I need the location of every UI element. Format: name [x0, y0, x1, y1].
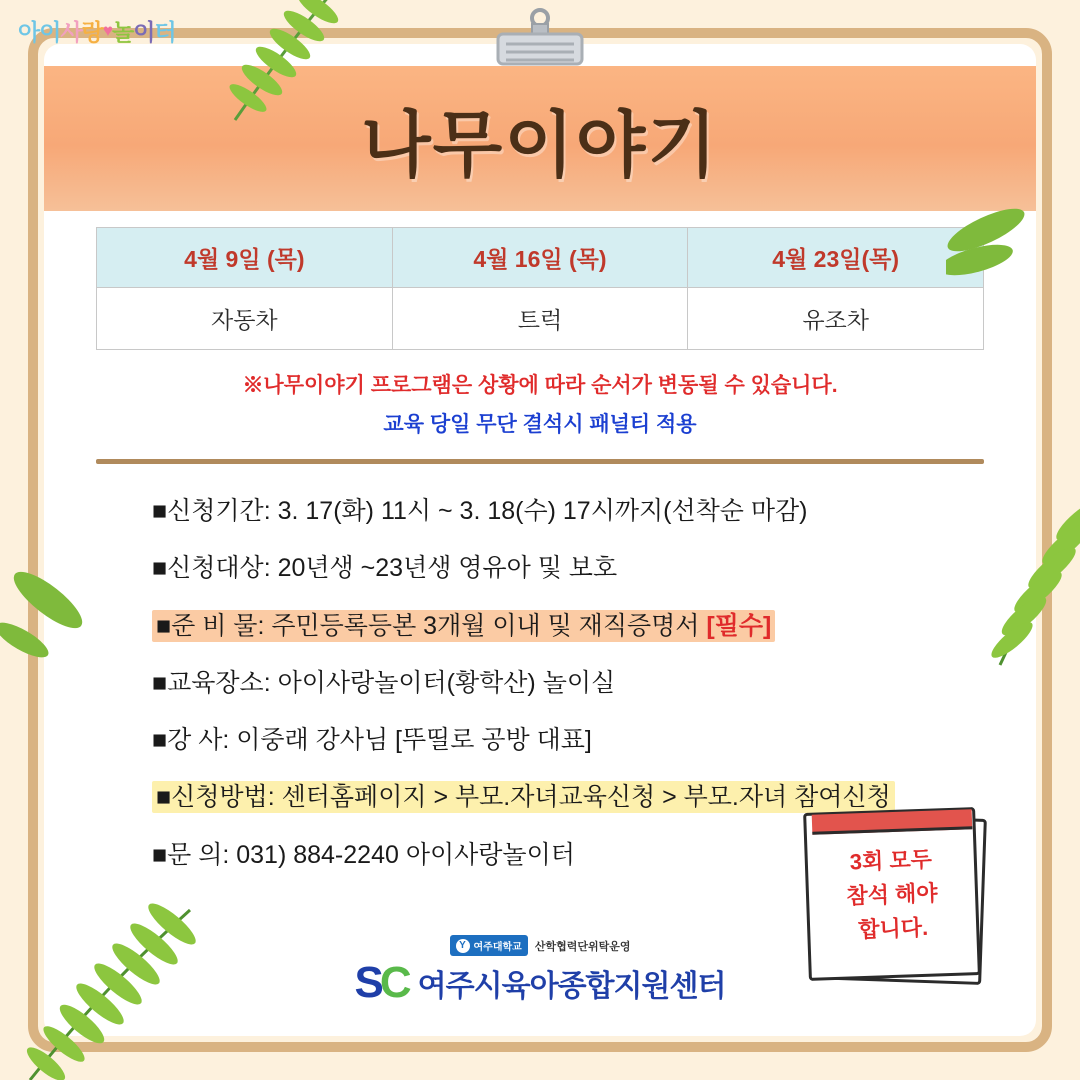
- sticky-note-text: [804, 841, 979, 949]
- sticky-note-line-1: 3회 모두: [849, 846, 933, 875]
- university-subtitle: 산학협력단위탁운영: [534, 940, 631, 953]
- notice-penalty: 교육 당일 무단 결석시 패널티 적용: [383, 413, 697, 436]
- highlight-yellow: [152, 781, 895, 813]
- detail-required-documents: [152, 611, 984, 642]
- schedule-date-3: 4월 23일(목): [688, 228, 984, 288]
- footer-partner-row: [450, 935, 631, 956]
- center-name: 여주시육아종합지원센터: [417, 970, 726, 1003]
- university-name: 여주대학교: [473, 942, 522, 953]
- sticky-note-line-3: 합니다.: [857, 914, 929, 943]
- detail-label: ■문 의:: [152, 840, 230, 869]
- detail-value: 031) 884-2240 아이사랑놀이터: [229, 840, 575, 869]
- detail-label: ■신청방법:: [156, 783, 275, 812]
- center-logo-mark: SC: [354, 958, 408, 1007]
- detail-value: 3. 17(화) 11시 ~ 3. 18(수) 17시까지(선착순 마감): [270, 497, 808, 525]
- highlight-orange: [152, 610, 775, 642]
- required-tag: [필수]: [706, 611, 772, 640]
- schedule-date-2: 4월 16일 (목): [392, 228, 688, 288]
- detail-value: 주민등록등본 3개월 이내 및 재직증명서: [264, 611, 707, 640]
- detail-label: ■교육장소:: [152, 668, 271, 697]
- detail-target: [152, 553, 984, 584]
- detail-label: ■신청대상:: [152, 554, 271, 583]
- detail-value: 센터홈페이지 > 부모.자녀교육신청 > 부모.자녀 참여신청: [274, 783, 891, 812]
- sticky-note-line-2: 참석 해야: [846, 880, 938, 909]
- detail-how-to-apply: [152, 782, 984, 813]
- notice-order-change: ※나무이야기 프로그램은 상황에 따라 순서가 변동될 수 있습니다.: [242, 374, 838, 397]
- brand-logo: 아이사랑♥놀이터: [18, 19, 176, 45]
- header-band: [44, 66, 1036, 211]
- schedule-topic-1: 자동차: [97, 288, 393, 350]
- detail-label: ■신청기간:: [152, 497, 271, 525]
- schedule-date-1: 4월 9일 (목): [97, 228, 393, 288]
- detail-value: 이중래 강사님 [뚜띨로 공방 대표]: [229, 726, 592, 754]
- detail-label: ■강 사:: [152, 726, 230, 754]
- detail-value: 20년생 ~23년생 영유아 및 보호: [270, 554, 618, 583]
- schedule-topic-2: 트럭: [392, 288, 688, 350]
- schedule-table: [96, 227, 984, 350]
- detail-application-period: [152, 496, 984, 527]
- detail-location: [152, 668, 984, 699]
- clip-icon: [480, 8, 600, 75]
- schedule-topic-3: 유조차: [688, 288, 984, 350]
- detail-instructor: [152, 725, 984, 756]
- detail-label: ■준 비 물:: [156, 611, 265, 640]
- footer-center-row: [355, 958, 726, 1008]
- university-badge: [450, 935, 528, 956]
- university-mark-icon: Y: [456, 939, 470, 953]
- divider: [96, 459, 984, 464]
- page-title: 나무이야기: [361, 105, 719, 186]
- table-row: [97, 288, 984, 350]
- detail-value: 아이사랑놀이터(황학산) 놀이실: [270, 668, 616, 697]
- table-header-row: [97, 228, 984, 288]
- poster-body: [44, 44, 1036, 1036]
- sticky-note: [806, 810, 978, 978]
